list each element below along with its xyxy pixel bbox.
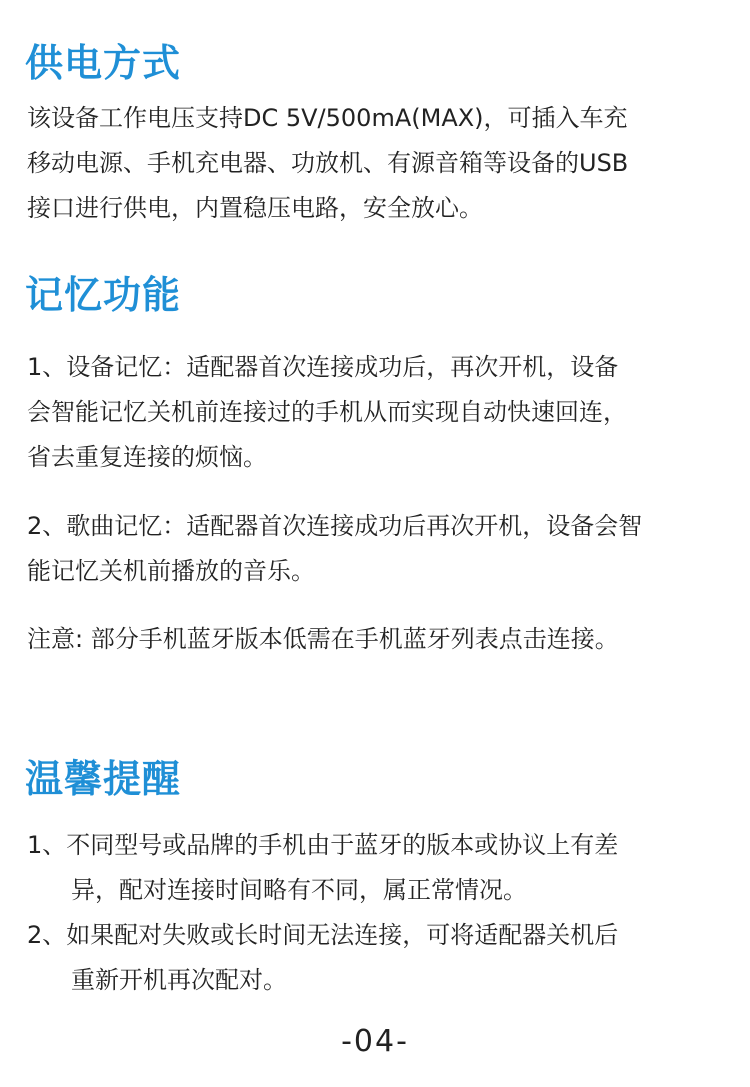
device-memory-line: 省去重复连接的烦恼。 [27, 443, 267, 471]
page-number: -04- [341, 1024, 409, 1059]
list-item [27, 823, 618, 913]
memory-function-heading: 记忆功能 [25, 273, 182, 317]
tip-second-line: 重新开机再次配对。 [71, 966, 287, 994]
device-memory-line: 1、设备记忆：适配器首次连接成功后，再次开机，设备 [27, 353, 619, 381]
device-memory-line: 会智能记忆关机前连接过的手机从而实现自动快速回连， [27, 398, 627, 426]
list-item [27, 913, 618, 1003]
power-supply-heading: 供电方式 [25, 41, 182, 85]
bluetooth-note-text: 注意: 部分手机蓝牙版本低需在手机蓝牙列表点击连接。 [27, 625, 619, 653]
song-memory-paragraph [27, 504, 642, 594]
tip-second-line: 异，配对连接时间略有不同，属正常情况。 [71, 876, 527, 904]
warm-tips-heading: 温馨提醒 [25, 757, 182, 801]
bluetooth-note [27, 617, 619, 662]
power-line: 该设备工作电压支持DC 5V/500mA(MAX)，可插入车充 [27, 104, 628, 132]
tip-first-line: 2、如果配对失败或长时间无法连接，可将适配器关机后 [27, 921, 619, 949]
device-memory-paragraph [27, 345, 627, 480]
power-line: 移动电源、手机充电器、功放机、有源音箱等设备的USB [27, 149, 629, 177]
song-memory-line: 2、歌曲记忆：适配器首次连接成功后再次开机，设备会智 [27, 512, 643, 540]
power-line: 接口进行供电，内置稳压电路，安全放心。 [27, 194, 483, 222]
song-memory-line: 能记忆关机前播放的音乐。 [27, 557, 315, 585]
warm-tips-list [27, 823, 618, 1003]
tip-first-line: 1、不同型号或品牌的手机由于蓝牙的版本或协议上有差 [27, 831, 619, 859]
power-supply-paragraph [27, 96, 628, 231]
